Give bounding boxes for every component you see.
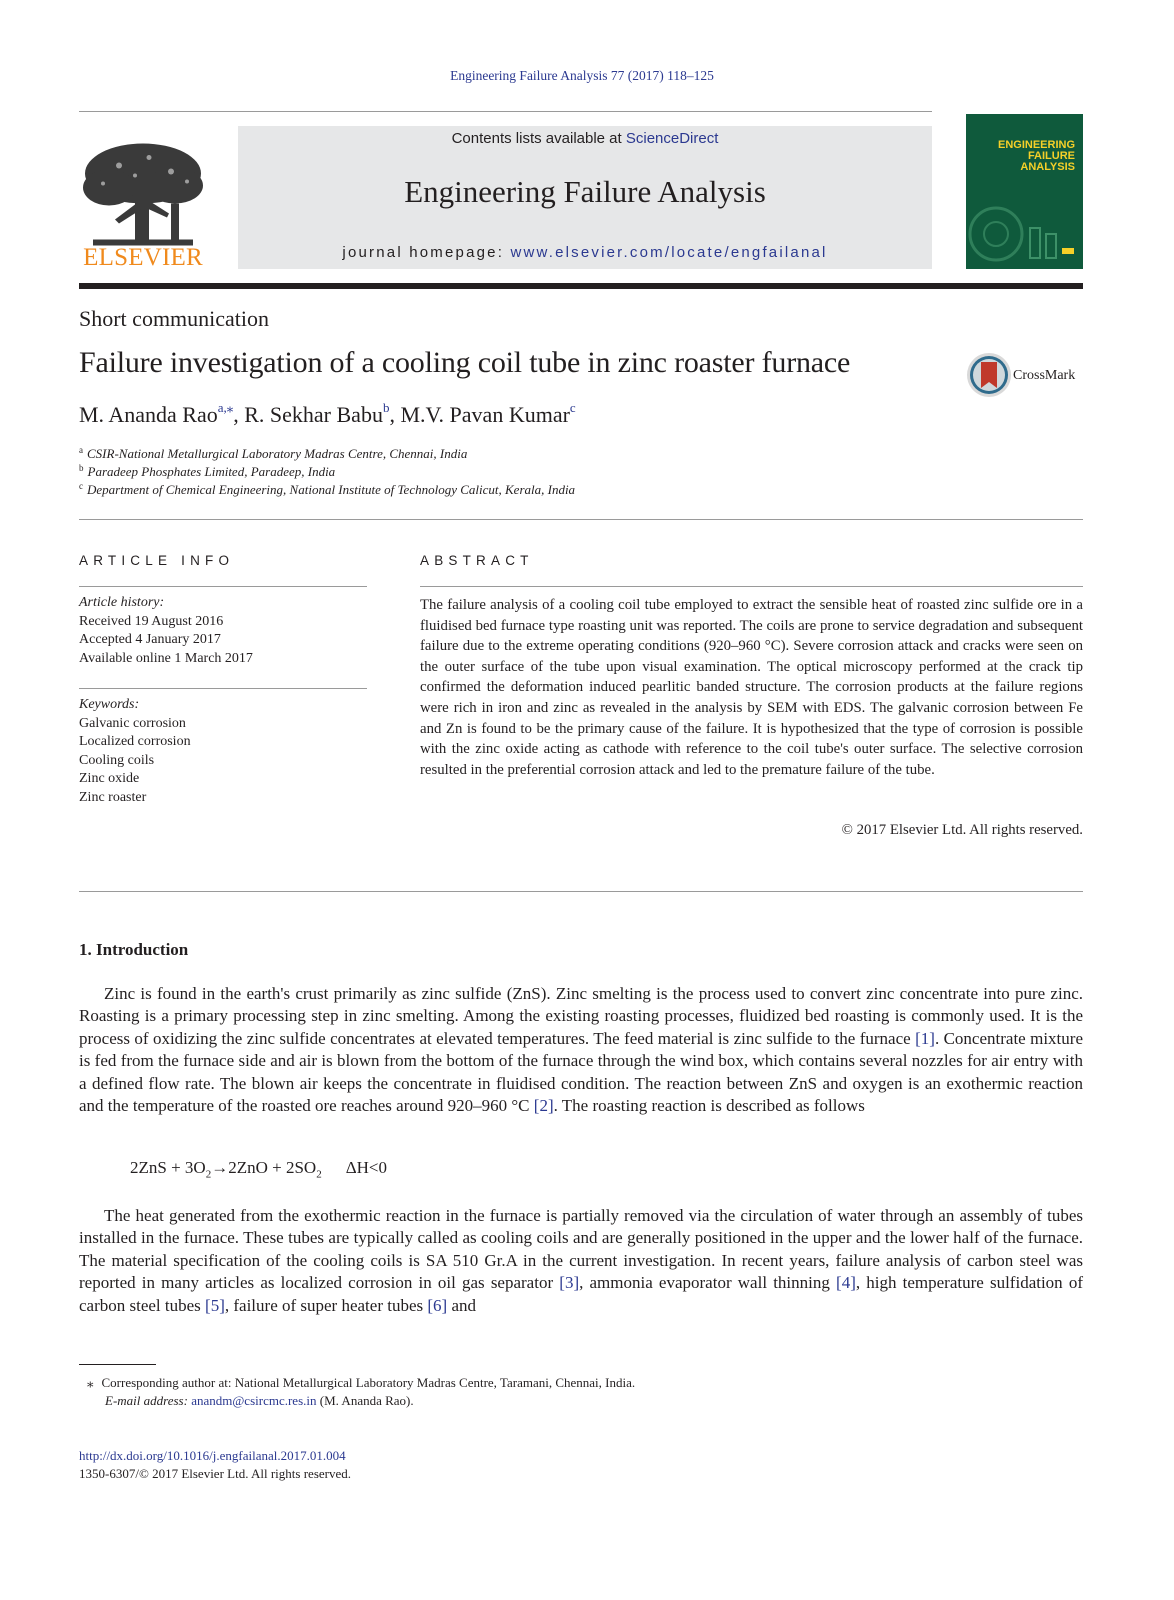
author-affiliation-mark[interactable]: a,⁎ [217, 400, 234, 415]
affiliation-text: CSIR-National Metallurgical Laboratory Madras Centre, Chennai, India [87, 446, 468, 461]
keyword: Zinc oxide [79, 771, 140, 786]
footnote-rule [79, 1364, 156, 1365]
accepted-date: Accepted 4 January 2017 [79, 632, 221, 647]
body-paragraph [79, 1205, 1083, 1317]
article-history [79, 594, 253, 668]
sciencedirect-link[interactable]: ScienceDirect [625, 130, 719, 147]
homepage-line [238, 244, 932, 261]
homepage-prefix: journal homepage: [342, 244, 511, 261]
affiliation [79, 482, 575, 498]
cover-title-line: ENGINEERING [997, 139, 1075, 151]
cover-title [998, 140, 1075, 173]
article-title: Failure investigation of a cooling coil tube in zinc roaster furnace [79, 346, 851, 379]
paragraph-text: . The roasting reaction is described as follows [553, 1096, 865, 1116]
divider [79, 586, 367, 587]
author-affiliation-mark[interactable]: b [382, 400, 390, 415]
abstract-copyright: © 2017 Elsevier Ltd. All rights reserved. [841, 822, 1083, 838]
equation-part: 2ZnS + 3O [130, 1158, 206, 1177]
journal-citation[interactable]: Engineering Failure Analysis 77 (2017) 118–125 [450, 68, 714, 83]
keyword: Cooling coils [79, 752, 155, 768]
contents-line [238, 130, 932, 147]
equation-subscript: 2 [316, 1168, 322, 1181]
reference-link[interactable]: [2] [533, 1096, 554, 1116]
online-date: Available online 1 March 2017 [79, 650, 253, 666]
doi-link[interactable]: http://dx.doi.org/10.1016/j.engfailanal.2017.01.004 [79, 1448, 346, 1463]
keywords [79, 696, 191, 807]
author-separator: , [389, 402, 401, 427]
paragraph-text: , ammonia evaporator wall thinning [579, 1273, 837, 1293]
article-type: Short communication [79, 306, 270, 331]
affiliation-mark: c [79, 481, 83, 491]
homepage-link[interactable]: www.elsevier.com/locate/engfailanal [510, 244, 828, 261]
article-info-heading: ARTICLE INFO [79, 553, 235, 568]
corresponding-footnote [87, 1375, 635, 1391]
abstract-heading: ABSTRACT [420, 553, 534, 568]
divider [79, 891, 1083, 892]
history-label: Article history: [79, 595, 165, 610]
affiliation [79, 446, 467, 462]
reference-link[interactable]: [3] [559, 1273, 580, 1293]
abstract-text: The failure analysis of a cooling coil tube employed to extract the sensible heat of roasted zinc sulfide ore in a fluidised bed furnace type roasting unit was reported. The coils are prone to service degradation and subsequent failure due to the extreme operating conditions (920–960 °C). Severe corrosion attack and cracks were seen on the outer surface of the tube upon visual examination. The optical microscopy performed at the crack tip confirmed the deformation induced pearlitic banded structure. The corrosion products at the failure regions were rich in iron and zinc as revealed in the analysis by SEM with EDS. The galvanic corrosion between Fe and Zn is found to be the primary cause of the failure. It is hypothesized that the type of corrosion is possible with the zinc oxide acting as cathode with reference to the coil tube's outer surface. The selective corrosion resulted in the preferential corrosion attack and led to the premature failure of the tube. [420, 597, 1083, 778]
equation-subscript: 2 [205, 1168, 212, 1181]
paragraph-text: , failure of super heater tubes [224, 1295, 428, 1315]
keywords-label: Keywords: [79, 697, 140, 712]
reference-link[interactable]: [4] [836, 1273, 856, 1293]
header-rule [79, 111, 932, 112]
author-name[interactable]: M. Ananda Rao [79, 402, 218, 427]
crossmark-icon[interactable] [966, 352, 1012, 398]
equation-enthalpy: ΔH<0 [345, 1158, 387, 1177]
contents-prefix: Contents lists available at [451, 130, 626, 147]
reaction-equation [130, 1158, 387, 1180]
divider [420, 586, 1083, 587]
email-suffix: (M. Ananda Rao). [316, 1393, 414, 1408]
author-list [79, 402, 576, 428]
section-heading: 1. Introduction [79, 940, 189, 959]
equation-part: →2ZnO + 2SO [211, 1158, 317, 1177]
cover-title-line: ANALYSIS [1020, 161, 1075, 173]
journal-name: Engineering Failure Analysis [404, 174, 766, 209]
author-separator: , [233, 402, 245, 427]
paragraph-text: , high temperature sulfidation of carbon steel tubes [79, 1273, 1084, 1315]
footnote-text: Corresponding author at: National Metallurgical Laboratory Madras Centre, Taramani, Chennai, India. [101, 1375, 636, 1390]
affiliation-text: Paradeep Phosphates Limited, Paradeep, India [87, 464, 336, 479]
body-paragraph [79, 983, 1083, 1117]
cover-title-line: FAILURE [1027, 150, 1075, 162]
author-affiliation-mark[interactable]: c [569, 400, 576, 415]
journal-masthead [238, 126, 932, 269]
crossmark-label[interactable]: CrossMark [1013, 368, 1076, 383]
divider [79, 688, 367, 689]
keyword: Galvanic corrosion [79, 715, 186, 731]
paragraph-text: . Concentrate mixture is fed from the furnace side and air is blown from the bottom of the furnace through the wind box, which contains several nozzles for air entry with a defined flow rate. The blown air keeps the concentrate in fluidised condition. The reaction between ZnS and oxygen is an exothermic reaction and the temperature of the roasted ore reaches around 920–960 °C [79, 1028, 1083, 1116]
affiliation-mark: b [79, 463, 84, 473]
keyword: Zinc roaster [79, 789, 147, 805]
author-name[interactable]: R. Sekhar Babu [244, 402, 383, 427]
email-link[interactable]: anandm@csircmc.res.in [191, 1393, 317, 1408]
reference-link[interactable]: [6] [427, 1295, 448, 1315]
footnote-mark: ⁎ [87, 1375, 94, 1390]
masthead-rule [79, 283, 1083, 289]
paragraph-text: Zinc is found in the earth's crust primarily as zinc sulfide (ZnS). Zinc smelting is the process used to convert zinc concentrate into pure zinc. Roasting is a primary processing step in zinc smelting. Among the existing roasting processes, fluidized bed roasting is commonly used. It is the process of oxidizing the zinc sulfide concentrates at elevated temperatures. The feed material is zinc sulfide to the furnace [79, 984, 1083, 1048]
divider [79, 519, 1083, 520]
affiliation [79, 464, 335, 480]
issn-copyright: 1350-6307/© 2017 Elsevier Ltd. All rights reserved. [79, 1466, 351, 1481]
reference-link[interactable]: [1] [915, 1028, 935, 1048]
reference-link[interactable]: [5] [205, 1295, 225, 1315]
email-label: E-mail address: [105, 1393, 192, 1408]
cover-illustration [966, 184, 1083, 269]
affiliation-mark: a [79, 445, 83, 455]
author-name[interactable]: M.V. Pavan Kumar [400, 402, 570, 427]
received-date: Received 19 August 2016 [79, 613, 224, 629]
paragraph-text: The heat generated from the exothermic reaction in the furnace is partially removed via the circulation of water through an assembly of tubes installed in the furnace. These tubes are typically called as cooling coils and are generally positioned in the upper and the lower half of the furnace. The material specification of the cooling coils is SA 510 Gr.A in the current investigation. In recent years, failure analysis of carbon steel was reported in many articles as localized corrosion in oil gas separator [79, 1206, 1083, 1293]
journal-cover-thumbnail[interactable] [966, 114, 1083, 269]
elsevier-wordmark: ELSEVIER [83, 244, 203, 271]
affiliation-text: Department of Chemical Engineering, National Institute of Technology Calicut, Kerala, India [87, 482, 576, 497]
keyword: Localized corrosion [79, 734, 191, 749]
email-footnote [105, 1393, 414, 1409]
paragraph-text: and [447, 1295, 476, 1315]
